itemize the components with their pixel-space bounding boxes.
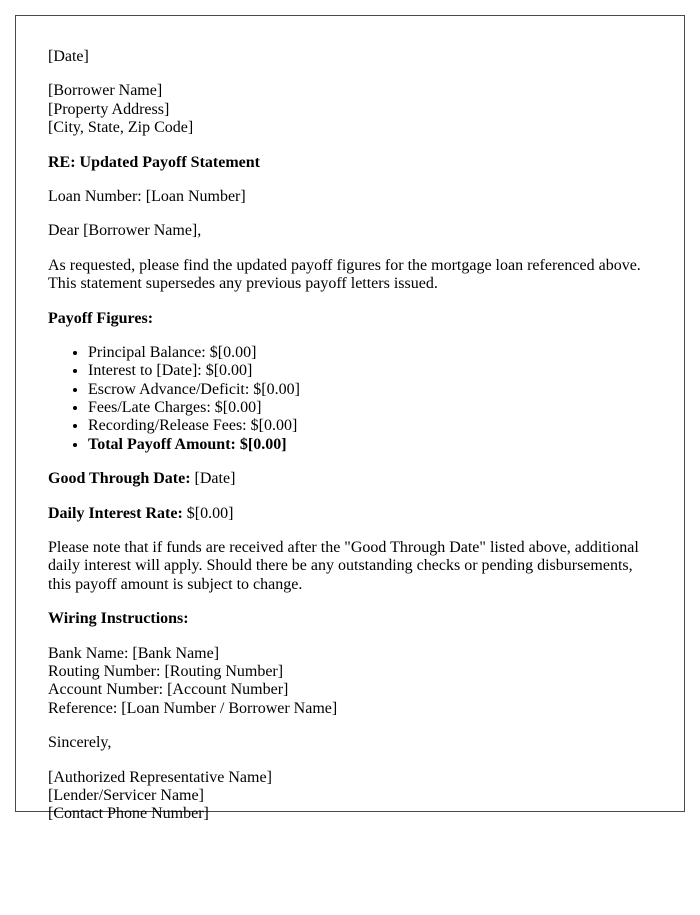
good-through-value: [Date] [194, 470, 236, 488]
date-line: [Date] [48, 48, 89, 65]
wiring-instructions-heading: Wiring Instructions: [48, 610, 189, 628]
daily-interest-value: $[0.00] [186, 504, 234, 522]
good-through-label: Good Through Date: [48, 470, 191, 488]
letter-document [15, 15, 685, 823]
recipient-block [48, 82, 652, 137]
payoff-item-principal: • Principal Balance: $[0.00] [88, 344, 652, 362]
recipient-city-state-zip: [City, State, Zip Code] [48, 119, 194, 137]
payoff-item-fees: • Fees/Late Charges: $[0.00] [88, 399, 652, 417]
payoff-item-recording: • Recording/Release Fees: $[0.00] [88, 417, 652, 435]
signature-contact-phone: [Contact Phone Number] [48, 805, 209, 823]
subject-line: RE: Updated Payoff Statement [48, 153, 260, 171]
intro-paragraph: As requested, please find the updated payoff figures for the mortgage loan referenced above. This statement supersedes any previous payoff letters issued. [48, 256, 641, 293]
signature-block [48, 769, 652, 824]
payoff-figures-heading: Payoff Figures: [48, 309, 154, 327]
signature-lender-name: [Lender/Servicer Name] [48, 786, 204, 804]
wiring-reference: Reference: [Loan Number / Borrower Name] [48, 699, 338, 717]
closing: Sincerely, [48, 734, 112, 752]
payoff-figures-list [48, 344, 652, 454]
daily-interest-line [48, 505, 652, 523]
recipient-address: [Property Address] [48, 100, 170, 118]
note-paragraph: Please note that if funds are received after the "Good Through Date" listed above, additional daily interest will apply. Should there be any outstanding checks or pending disbursements, this payoff amount is subject to change. [48, 539, 639, 593]
payoff-item-escrow: • Escrow Advance/Deficit: $[0.00] [88, 381, 652, 399]
payoff-item-total: • Total Payoff Amount: $[0.00] [88, 436, 652, 454]
payoff-item-interest: • Interest to [Date]: $[0.00] [88, 362, 652, 380]
daily-interest-label: Daily Interest Rate: [48, 504, 183, 522]
wiring-details-block [48, 645, 652, 719]
wiring-account-number: Account Number: [Account Number] [48, 681, 289, 699]
wiring-routing-number: Routing Number: [Routing Number] [48, 662, 284, 680]
recipient-name: [Borrower Name] [48, 82, 163, 100]
signature-representative-name: [Authorized Representative Name] [48, 768, 272, 786]
loan-number-line: Loan Number: [Loan Number] [48, 187, 246, 205]
good-through-line [48, 470, 652, 488]
wiring-bank-name: Bank Name: [Bank Name] [48, 644, 220, 662]
salutation: Dear [Borrower Name], [48, 222, 202, 240]
